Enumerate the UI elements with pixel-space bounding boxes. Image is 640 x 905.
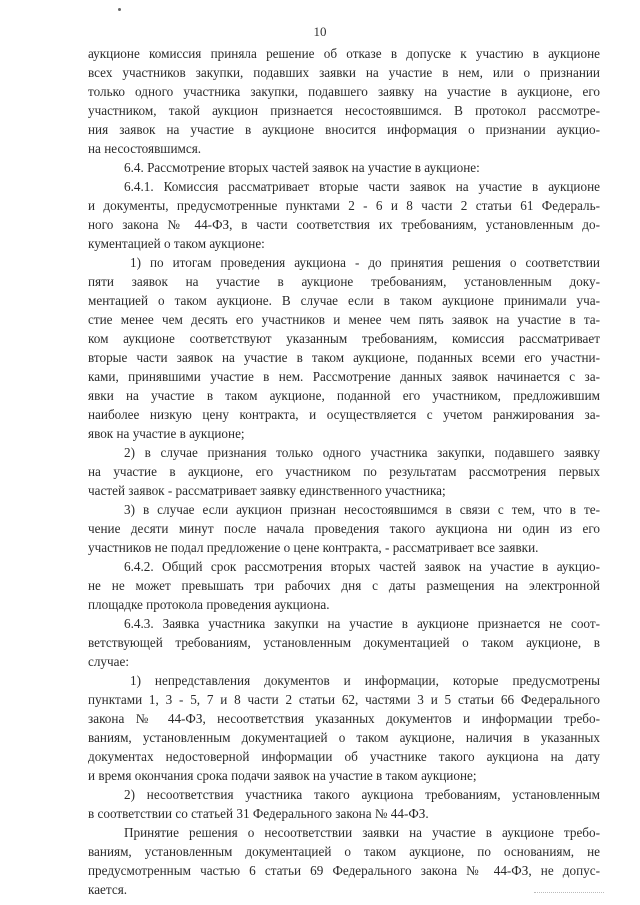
text-line: ния заявок на участие в аукционе вносится информация о признании аукцио- [88,122,600,137]
text-line: кается. [88,882,128,897]
text-line: частей заявок - рассматривает заявку единственного участника; [88,483,446,498]
text-line: явки на участие в таком аукционе, поданной его участником, предложившим [88,388,600,403]
text-line: на несостоявшимся. [88,141,202,156]
text-line: ветствующей требованиям, установленным документацией о таком аукционе, в [88,635,600,650]
text-line: случае: [88,654,130,669]
text-line: на участие в аукционе, его участником по результатам рассмотрения первых [88,464,600,479]
text-line: кументацией о таком аукционе: [88,236,265,251]
text-line: стие менее чем десять его участников и менее чем пять заявок на участие в та- [88,312,600,327]
text-line: чение десяти минут после начала проведения такого аукциона ни один из его [88,521,600,536]
text-line: не не может превышать три рабочих дня с даты размещения на электронной [88,578,600,593]
text-line: ного закона № 44-ФЗ, в части соответствия их требованиям, установленным до- [88,217,600,232]
text-line: участников не подал предложение о цене контракта, - рассматривает все заявки. [88,540,539,555]
text-line: 2) несоответствия участника такого аукциона требованиям, установленным [124,787,600,802]
text-line: предусмотренным частью 6 статьи 69 Федерального закона № 44-ФЗ, не допус- [88,863,600,878]
document-body [88,44,600,899]
scan-speck [118,8,121,11]
text-line: участником, такой аукцион признается несостоявшимся. В протокол рассмотре- [88,103,600,118]
text-line: 6.4. Рассмотрение вторых частей заявок на участие в аукционе: [124,160,480,175]
text-line: 2) в случае признания только одного участника закупки, подавшего заявку [124,445,600,460]
text-line: Принятие решения о несоответствии заявки на участие в аукционе требо- [124,825,600,840]
page-number: 10 [313,24,327,39]
text-line: документах недостоверной информации об участнике такого аукциона на дату [88,749,600,764]
text-line: ваниям, установленным документацией о таком аукционе, наличия в указанных [88,730,600,745]
text-line: наиболее низкую цену контракта, и осуществляется с учетом ранжирования за- [88,407,600,422]
text-line: ком аукционе соответствуют указанным требованиям, комиссия рассматривает [88,331,600,346]
text-line: аукционе комиссия приняла решение об отказе в допуске к участию в аукционе [88,46,600,61]
text-line: пунктами 1, 3 - 5, 7 и 8 части 2 статьи 62, частями 3 и 5 статьи 66 Федерального [88,692,600,707]
text-line: всех участников закупки, подавших заявки на участие в нем, или о признании [88,65,600,80]
text-line: площадке протокола проведения аукциона. [88,597,330,612]
text-line: 1) непредставления документов и информации, которые предусмотрены [130,673,600,688]
text-line: 6.4.2. Общий срок рассмотрения вторых частей заявок на участие в аукцио- [124,559,600,574]
text-line: ваниям, установленным документацией о таком аукционе, по основаниям, не [88,844,600,859]
text-line: и документы, предусмотренные пунктами 2 - 6 и 8 части 2 статьи 61 Федераль- [88,198,600,213]
text-line: явок на участие в аукционе; [88,426,245,441]
text-line: только одного участника закупки, подавшего заявку на участие в аукционе, его [88,84,600,99]
text-line: 6.4.3. Заявка участника закупки на участие в аукционе признается не соот- [124,616,600,631]
text-line: вторые части заявок на участие в таком аукционе, поданных всеми его участни- [88,350,600,365]
scan-footer-mark [534,892,604,895]
text-line: закона № 44-ФЗ, несоответствия указанных документов и информации требо- [88,711,600,726]
text-line: 6.4.1. Комиссия рассматривает вторые части заявок на участие в аукционе [124,179,600,194]
text-line: ментацией о таком аукционе. В случае если в таком аукционе принимали уча- [88,293,600,308]
text-line: 3) в случае если аукцион признан несостоявшимся в связи с тем, что в те- [124,502,600,517]
text-line: ками, принявшими участие в нем. Рассмотрение данных заявок начинается с за- [88,369,600,384]
text-line: в соответствии со статьей 31 Федерального закона № 44-ФЗ. [88,806,429,821]
text-line: и время окончания срока подачи заявок на участие в таком аукционе; [88,768,477,783]
text-line: пяти заявок на участие в аукционе требованиям, установленным доку- [88,274,600,289]
text-line: 1) по итогам проведения аукциона - до принятия решения о соответствии [130,255,600,270]
